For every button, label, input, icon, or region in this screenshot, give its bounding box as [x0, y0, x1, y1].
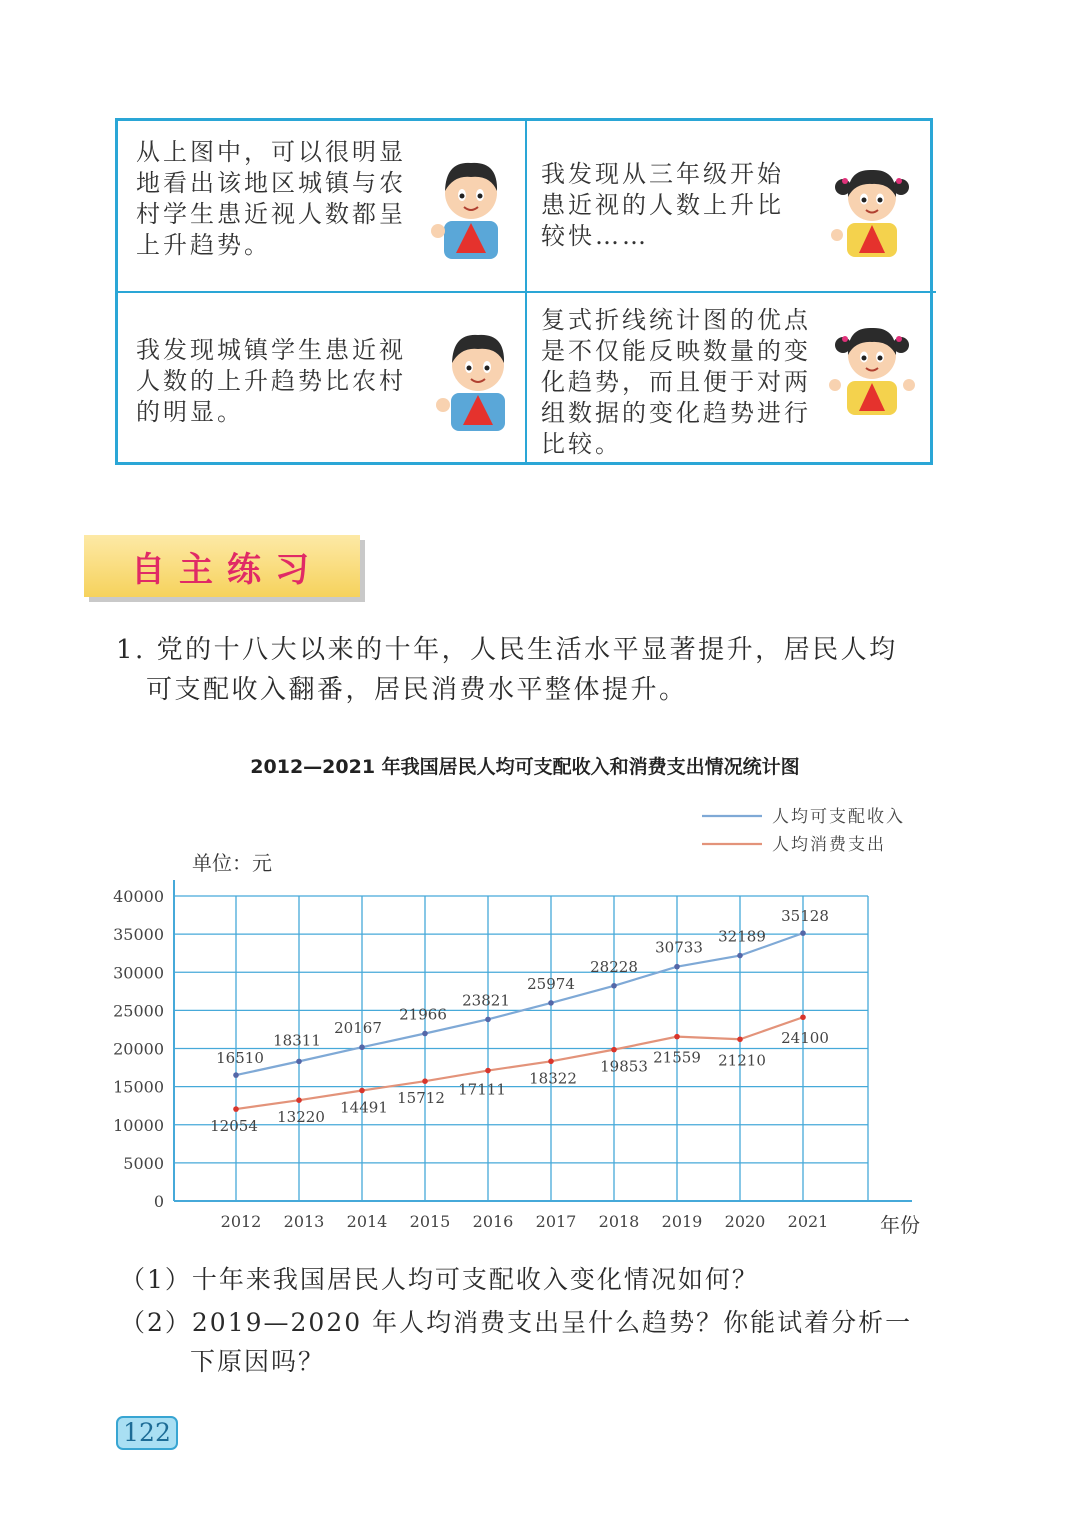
- data-point: [485, 1068, 491, 1074]
- data-point: [800, 930, 806, 936]
- data-label: 19853: [600, 1057, 648, 1076]
- discussion-cell-3: [118, 293, 527, 465]
- data-label: 15712: [397, 1089, 445, 1108]
- y-tick-label: 40000: [113, 887, 164, 906]
- data-point: [359, 1088, 365, 1094]
- data-label: 25974: [527, 974, 575, 993]
- discussion-grid: [115, 118, 933, 465]
- data-point: [674, 964, 680, 970]
- data-point: [548, 1058, 554, 1064]
- y-tick-label: 25000: [113, 1001, 164, 1021]
- x-tick-label: 2016: [472, 1212, 514, 1231]
- data-label: 18322: [529, 1069, 577, 1088]
- data-label: 13220: [277, 1108, 325, 1127]
- data-label: 21559: [653, 1048, 701, 1067]
- data-label: 16510: [216, 1049, 264, 1068]
- x-tick-label: 2014: [346, 1212, 388, 1231]
- data-label: 20167: [334, 1019, 382, 1038]
- discussion-text-4: 复式折线统计图的优点 是不仅能反映数量的变 化趋势，而且便于对两 组数据的变化趋势进行 比较。: [541, 306, 811, 458]
- x-axis-label: 年份: [880, 1213, 920, 1237]
- data-point: [485, 1017, 491, 1023]
- unit-label: 单位：元: [192, 851, 272, 875]
- data-label: 24100: [781, 1029, 829, 1048]
- section-title: 自主练习: [84, 535, 360, 597]
- data-point: [737, 953, 743, 959]
- data-label: 21966: [399, 1005, 447, 1024]
- y-tick-label: 10000: [113, 1115, 164, 1135]
- data-point: [422, 1078, 428, 1084]
- data-point: [611, 1047, 617, 1053]
- x-tick-label: 2017: [535, 1212, 577, 1231]
- data-point: [422, 1031, 428, 1037]
- y-tick-label: 5000: [123, 1153, 164, 1173]
- data-point: [233, 1072, 239, 1078]
- question-1: [116, 630, 946, 710]
- data-label: 17111: [458, 1080, 506, 1099]
- data-point: [233, 1106, 239, 1112]
- data-label: 35128: [781, 907, 829, 926]
- discussion-cell-2: [527, 121, 936, 293]
- data-point: [674, 1034, 680, 1040]
- sub-question-1: （1）十年来我国居民人均可支配收入变化情况如何？: [120, 1265, 759, 1294]
- data-point: [548, 1000, 554, 1006]
- data-point: [611, 983, 617, 989]
- discussion-cell-4: [527, 293, 936, 465]
- question-1-line-2: 可支配收入翻番，居民消费水平整体提升。: [146, 675, 688, 705]
- data-label: 18311: [273, 1031, 321, 1050]
- discussion-text-2: 我发现从三年级开始 患近视的人数上升比 较快……: [541, 160, 784, 250]
- sub-question-2-line-2: 下原因吗？: [190, 1347, 326, 1376]
- x-tick-label: 2021: [787, 1212, 829, 1231]
- x-tick-label: 2015: [409, 1212, 451, 1231]
- x-tick-label: 2020: [724, 1212, 766, 1231]
- chart-title: 2012—2021 年我国居民人均可支配收入和消费支出情况统计图: [250, 756, 800, 778]
- data-label: 23821: [462, 991, 510, 1010]
- x-tick-label: 2012: [220, 1212, 262, 1231]
- data-label: 14491: [340, 1098, 388, 1117]
- sub-question-2-line-1: （2）2019—2020 年人均消费支出呈什么趋势？你能试着分析一: [120, 1308, 913, 1337]
- y-tick-label: 15000: [113, 1077, 164, 1097]
- line-chart: [0, 790, 1080, 1250]
- y-tick-label: 20000: [113, 1039, 164, 1059]
- boy-character-icon: [426, 151, 516, 259]
- data-label: 28228: [590, 957, 638, 976]
- x-tick-label: 2018: [598, 1212, 640, 1231]
- data-point: [296, 1097, 302, 1103]
- data-point: [296, 1059, 302, 1065]
- discussion-cell-1: [118, 121, 527, 293]
- y-tick-label: 35000: [113, 925, 164, 945]
- girl-character-icon: [827, 157, 917, 257]
- x-tick-label: 2013: [283, 1212, 325, 1231]
- question-1-line-1: 1. 党的十八大以来的十年，人民生活水平显著提升，居民人均: [116, 635, 898, 665]
- x-tick-label: 2019: [661, 1212, 703, 1231]
- legend-label-1: 人均可支配收入: [772, 807, 905, 827]
- data-point: [737, 1036, 743, 1042]
- data-label: 12054: [210, 1117, 258, 1136]
- data-label: 21210: [718, 1051, 766, 1070]
- data-point: [359, 1044, 365, 1050]
- data-point: [800, 1014, 806, 1020]
- data-label: 30733: [655, 938, 703, 957]
- boy-character-icon: [433, 323, 523, 431]
- girl-character-icon: [827, 315, 917, 415]
- y-tick-label: 0: [153, 1192, 164, 1211]
- page-number: 122: [116, 1416, 178, 1450]
- discussion-text-3: 我发现城镇学生患近视 人数的上升趋势比农村 的明显。: [136, 336, 406, 426]
- data-label: 32189: [718, 927, 766, 946]
- legend-label-2: 人均消费支出: [772, 835, 886, 855]
- discussion-text-1: 从上图中，可以很明显 地看出该地区城镇与农 村学生患近视人数都呈 上升趋势。: [136, 138, 406, 259]
- y-tick-label: 30000: [113, 963, 164, 983]
